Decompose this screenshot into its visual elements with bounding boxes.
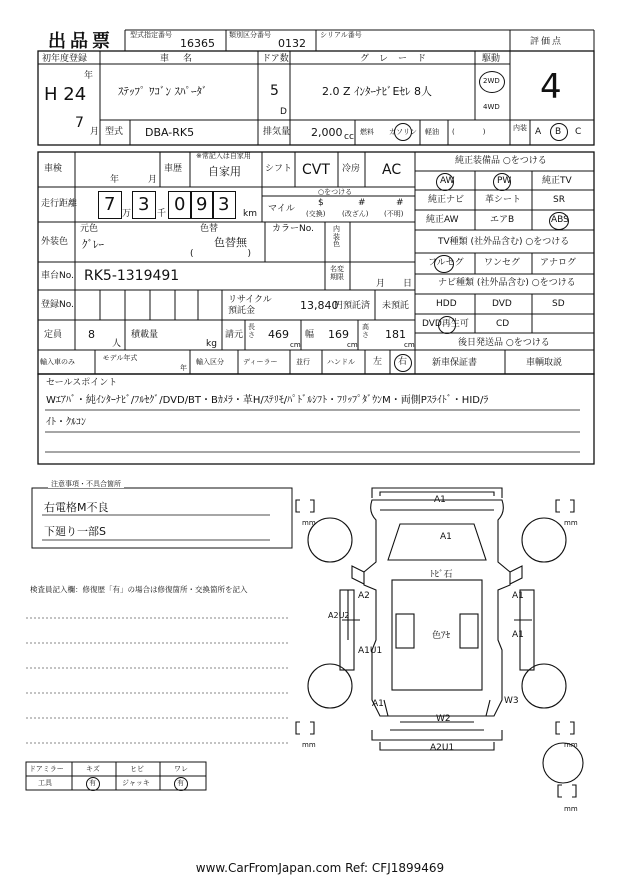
sales-label: セールスポイント xyxy=(46,378,118,388)
drive-2wd-circle xyxy=(479,71,505,93)
later-warranty: 新車保証書 xyxy=(432,358,478,368)
recycle-label: リサイクル預託金 xyxy=(228,295,272,316)
handle-right: 右 xyxy=(398,357,408,367)
length-label: 長さ xyxy=(248,323,255,339)
cc-unit: cc xyxy=(344,132,354,142)
first-reg-month: 7 xyxy=(75,115,84,131)
serial-label: シリアル番号 xyxy=(320,31,362,39)
damage-mark-left-rear-door: A1U1 xyxy=(358,646,383,656)
mileage-digit-1: 7 xyxy=(104,194,116,215)
doors-value: 5 xyxy=(270,83,279,99)
capacity-unit: 人 xyxy=(112,339,122,349)
notes-line-2: 下廻り一部S xyxy=(44,525,106,538)
damage-mark-left-side: A2U2 xyxy=(328,611,350,620)
fuel-gasoline: ガソリン xyxy=(389,128,417,136)
damage-mark-right-front-door: A1 xyxy=(512,591,524,601)
equip-pw: PW xyxy=(497,176,512,186)
capacity-label: 定員 xyxy=(44,330,63,340)
legend-broken: ワレ xyxy=(174,765,188,773)
mileage-swap: (交換) xyxy=(306,210,326,218)
month-unit: 月 xyxy=(90,127,100,137)
legend-jack-yes: 有 xyxy=(177,779,184,787)
exterior-color-label: 外装色 xyxy=(41,237,69,247)
tv-oneseg: ワンセグ xyxy=(484,258,521,268)
mileage-km: km xyxy=(243,209,257,219)
car-name-label: 車名 xyxy=(160,54,207,64)
capacity-value: 8 xyxy=(88,328,95,341)
tire-front-left-mm: mm xyxy=(302,519,316,527)
chassis-label: 車台No. xyxy=(41,271,74,281)
equip-abs-circle xyxy=(549,212,569,230)
length-cm: cm xyxy=(290,341,301,349)
doors-label: ドア数 xyxy=(262,54,289,64)
year-unit: 年 xyxy=(84,71,94,81)
reg-no-label: 登録No. xyxy=(41,300,74,310)
mileage-mile: マイル xyxy=(268,204,295,214)
handle-left: 左 xyxy=(373,357,383,367)
shift-value: CVT xyxy=(302,162,330,178)
equipment-header: 純正装備品 ○をつける xyxy=(455,156,547,166)
interior-label: 内装 xyxy=(513,124,527,132)
height-cm: cm xyxy=(404,341,415,349)
damage-mark-right-rear-fender: W3 xyxy=(504,696,519,706)
mileage-digit-5: 3 xyxy=(218,194,230,215)
name-change-label: 名変期限 xyxy=(330,265,344,281)
eval-score: 4 xyxy=(540,67,562,107)
notes-line-1: 右電格M不良 xyxy=(44,501,109,514)
equip-pw-circle xyxy=(493,173,511,191)
model-year-unit: 年 xyxy=(180,364,187,372)
tire-spare-mm: mm xyxy=(564,805,578,813)
orig-color-value: ｸﾞﾚｰ xyxy=(82,238,104,251)
tire-front-right-mm: mm xyxy=(564,519,578,527)
recycle-status: 円預託済 xyxy=(334,301,371,311)
tv-fullseg: フルセグ xyxy=(428,258,464,268)
displacement-value: 2,000 xyxy=(311,126,343,139)
color-paren: ( ) xyxy=(190,249,252,259)
doors-d: D xyxy=(280,107,287,117)
width-value: 169 xyxy=(328,328,349,341)
mileage-unknown: (不明) xyxy=(384,210,404,218)
legend-crack: ヒビ xyxy=(130,765,144,773)
drive-label: 駆動 xyxy=(482,54,501,64)
import-parallel: 並行 xyxy=(296,358,310,366)
navi-sd: SD xyxy=(552,299,565,309)
interior-a: A xyxy=(535,127,542,137)
interior-b-circle xyxy=(550,123,568,141)
mileage-tamper: (改ざん) xyxy=(342,210,369,218)
handle-right-circle xyxy=(394,354,412,372)
navi-dvd-play: DVD再生可 xyxy=(422,319,469,329)
interior-color-label: 内装色 xyxy=(333,225,340,249)
import-label: 輸入車のみ xyxy=(40,358,75,366)
equip-sr: SR xyxy=(553,195,565,205)
navi-cd: CD xyxy=(496,319,510,329)
height-label: 高さ xyxy=(362,323,369,339)
color-change-value: 色替無 xyxy=(214,236,247,249)
inspector-label: 検査員記入欄：修復歴「有」の場合は修復箇所・交換箇所を記入 xyxy=(30,585,248,594)
mileage-label: 走行距離 xyxy=(41,199,78,209)
fuel-gasoline-circle xyxy=(394,123,412,141)
damage-mark-hood: A1 xyxy=(440,532,452,542)
displacement-label: 排気量 xyxy=(263,127,291,137)
footer-reference: www.CarFromJapan.com Ref: CFJ1899469 xyxy=(195,861,445,875)
mileage-digit-2: 3 xyxy=(138,194,150,215)
mileage-digit-4: 9 xyxy=(196,194,208,215)
type-cert-value: 16365 xyxy=(180,37,215,50)
eval-label: 評価点 xyxy=(530,37,564,47)
first-reg-label: 初年度登録 xyxy=(42,54,88,64)
drive-4wd: 4WD xyxy=(483,103,500,111)
damage-mark-roof: 色ｱｾ xyxy=(432,631,451,641)
tv-header: TV種類 (社外品含む) ○をつける xyxy=(438,237,570,247)
color-code-label: 色替 xyxy=(200,224,219,234)
category-label: 類別区分番号 xyxy=(229,31,271,39)
color-no-label: カラーNo. xyxy=(272,224,314,234)
car-name: ｽﾃｯﾌﾟ ﾜｺﾞﾝ ｽﾊﾟｰﾀﾞ xyxy=(118,85,208,98)
navi-hdd: HDD xyxy=(436,299,457,309)
tv-fullseg-circle xyxy=(434,255,454,273)
damage-mark-right-rear-door: A1 xyxy=(512,630,524,640)
damage-mark-left-rear-fender: A1 xyxy=(372,699,384,709)
legend-tools-circle xyxy=(86,777,100,791)
handle-label: ハンドル xyxy=(327,358,355,366)
mileage-digit-3: 0 xyxy=(174,194,186,215)
inspection-label: 車検 xyxy=(44,164,63,174)
equip-tv: 純正TV xyxy=(542,176,572,186)
fuel-label: 燃料 xyxy=(360,128,374,136)
later-manual: 車輌取説 xyxy=(526,358,563,368)
equip-navi: 純正ナビ xyxy=(428,195,465,205)
legend-tools-yes: 有 xyxy=(89,779,96,787)
legend-jack: ジャッキ xyxy=(122,779,150,787)
mileage-sen: 千 xyxy=(157,209,167,219)
tv-analog: アナログ xyxy=(540,258,577,268)
interior-b: B xyxy=(555,127,562,137)
type-cert-label: 型式指定番号 xyxy=(130,31,172,39)
mileage-man: 万 xyxy=(122,209,132,219)
model-label: 型式 xyxy=(105,127,124,137)
width-cm: cm xyxy=(347,341,358,349)
first-reg-era: H 24 xyxy=(44,84,87,105)
import-dealer: ディーラー xyxy=(243,358,278,366)
load-label: 積載量 xyxy=(131,330,159,340)
use-note: ※常記入は自家用 xyxy=(196,152,251,160)
equip-aw-circle xyxy=(436,173,454,191)
navi-header: ナビ種類 (社外品含む) ○をつける xyxy=(438,278,576,288)
damage-mark-left-front-door: A2 xyxy=(358,591,370,601)
damage-mark-bumper-front: A1 xyxy=(434,495,446,505)
name-change-month: 月 xyxy=(376,279,386,289)
import-class-label: 輸入区分 xyxy=(196,358,224,366)
legend-jack-circle xyxy=(174,777,188,791)
use-label: 車歴 xyxy=(164,164,183,174)
name-change-day: 日 xyxy=(403,279,413,289)
mileage-hash-2: # xyxy=(396,198,404,208)
orig-color-label: 元色 xyxy=(80,224,99,234)
sales-line-1: Wｴｱﾊﾞ・純ｲﾝﾀｰﾅﾋﾞ/ﾌﾙｾｸﾞ/DVD/BT・Bｶﾒﾗ・革H/ｽﾃﾘﾓ/ﾊﾟﾄﾞﾙｼﾌﾄ・ﾌﾘｯﾌﾟﾀﾞｳﾝM・両側Pｽﾗｲﾄﾞ・HID/ﾗ xyxy=(46,395,489,406)
recycle-not-deposited: 未預託 xyxy=(382,301,410,311)
mileage-dollar: $ xyxy=(318,198,324,208)
fuel-diesel: 軽油 xyxy=(425,128,439,136)
mileage-circle-note: ○をつける xyxy=(318,188,353,196)
length-value: 469 xyxy=(268,328,289,341)
damage-mark-rear-glass: W2 xyxy=(436,714,451,724)
legend-tools: 工具 xyxy=(38,779,52,787)
request-label: 請元 xyxy=(225,330,244,340)
grade-value: 2.0 Z ｲﾝﾀｰﾅﾋﾞEｾﾚ 8人 xyxy=(322,85,432,98)
ac-value: AC xyxy=(382,162,402,178)
equip-airbag: エアB xyxy=(490,215,515,225)
width-label: 幅 xyxy=(305,330,315,340)
load-unit: kg xyxy=(206,339,217,349)
chassis-value: RK5-1319491 xyxy=(84,268,180,284)
damage-mark-rear-bumper: A2U1 xyxy=(430,743,455,753)
form-title: 出品票 xyxy=(48,31,114,52)
navi-dvd: DVD xyxy=(492,299,512,309)
interior-c: C xyxy=(575,127,582,137)
equip-abs: ABS xyxy=(551,215,569,225)
inspection-year-unit: 年 xyxy=(110,175,120,185)
tire-rear-right-mm: mm xyxy=(564,741,578,749)
model-year-label: モデル年式 xyxy=(102,354,138,362)
tire-rear-left-mm: mm xyxy=(302,741,316,749)
mileage-hash: # xyxy=(358,198,366,208)
inspection-month-unit: 月 xyxy=(148,175,158,185)
legend-scratch: キズ xyxy=(86,765,100,773)
drive-2wd: 2WD xyxy=(483,77,500,85)
fuel-other: ( ) xyxy=(452,128,486,136)
category-value: 0132 xyxy=(278,37,306,50)
shift-label: シフト xyxy=(265,164,293,174)
model-value: DBA-RK5 xyxy=(145,126,195,139)
equip-genuine-aw: 純正AW xyxy=(426,215,459,225)
sales-line-2: ｲﾄ・ｸﾙｺﾝ xyxy=(46,417,86,428)
grade-label: グレード xyxy=(360,54,437,64)
use-value: 自家用 xyxy=(208,165,241,178)
legend-door-mirror: ドアミラー xyxy=(29,765,64,773)
height-value: 181 xyxy=(385,328,406,341)
navi-dvd-play-circle xyxy=(438,316,456,334)
recycle-value: 13,840 xyxy=(300,299,339,312)
notes-label: 注意事項・不具合箇所 xyxy=(48,481,124,488)
equip-aw: AW xyxy=(440,176,455,186)
ac-label: 冷房 xyxy=(342,164,361,174)
damage-mark-windshield: ﾄﾋﾞ石 xyxy=(430,570,453,580)
equip-leather: 革シート xyxy=(485,195,522,205)
later-header: 後日発送品 ○をつける xyxy=(458,338,550,348)
